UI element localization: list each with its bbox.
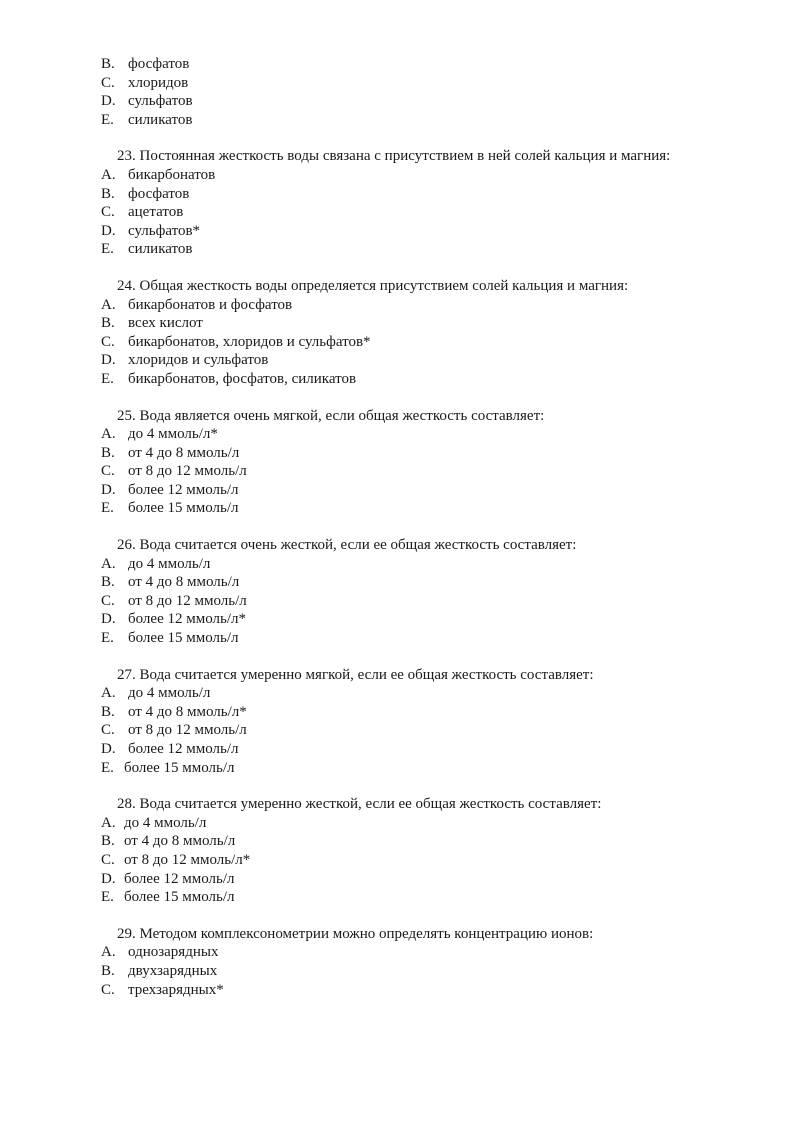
option-letter: C. xyxy=(101,74,115,91)
option-letter: A. xyxy=(101,685,116,702)
option-text: бикарбонатов, хлоридов и сульфатов* xyxy=(128,333,371,350)
question-text: 26. Вода считается очень жесткой, если ее общая жесткость составляет: xyxy=(117,537,577,554)
option-letter: A. xyxy=(101,426,116,443)
question-text: 25. Вода является очень мягкой, если общая жесткость составляет: xyxy=(117,407,545,424)
option-letter: C. xyxy=(101,463,115,480)
option-text: от 8 до 12 ммоль/л* xyxy=(124,851,251,868)
option-e xyxy=(0,111,800,130)
question-block-continued xyxy=(0,55,800,129)
question-block-25 xyxy=(0,407,800,519)
option-text: более 12 ммоль/л xyxy=(128,741,239,757)
option-text: до 4 ммоль/л xyxy=(124,814,207,831)
option-letter: C. xyxy=(101,333,115,350)
question-text: 28. Вода считается умеренно жесткой, если ее общая жесткость составляет: xyxy=(117,796,602,813)
document-page xyxy=(0,55,800,999)
option-e xyxy=(0,240,800,259)
option-text: до 4 ммоль/л* xyxy=(128,426,218,443)
option-letter: B. xyxy=(101,315,115,332)
option-c xyxy=(0,721,800,740)
option-letter: D. xyxy=(101,741,116,757)
option-letter: E. xyxy=(101,111,114,128)
option-c xyxy=(0,592,800,611)
option-a xyxy=(0,814,800,833)
option-text: сульфатов* xyxy=(128,222,201,239)
option-letter: B. xyxy=(101,574,115,591)
option-text: более 15 ммоль/л xyxy=(128,500,239,517)
option-d xyxy=(0,870,800,889)
option-letter: A. xyxy=(101,944,116,961)
option-letter: E. xyxy=(101,889,114,906)
option-letter: E. xyxy=(101,500,114,517)
option-letter: D. xyxy=(101,93,116,110)
option-c xyxy=(0,333,800,352)
option-text: от 8 до 12 ммоль/л xyxy=(128,592,247,609)
option-b xyxy=(0,55,800,74)
option-letter: D. xyxy=(101,352,116,369)
option-text: от 4 до 8 ммоль/л xyxy=(128,444,240,461)
option-e xyxy=(0,888,800,907)
option-b xyxy=(0,185,800,204)
option-d xyxy=(0,610,800,629)
option-letter: D. xyxy=(101,481,116,498)
option-letter: B. xyxy=(101,833,115,850)
option-text: до 4 ммоль/л xyxy=(128,555,211,572)
option-text: фосфатов xyxy=(128,185,190,202)
option-d xyxy=(0,481,800,500)
option-c xyxy=(0,462,800,481)
option-text: сульфатов xyxy=(128,93,193,110)
option-text: более 12 ммоль/л xyxy=(128,481,239,498)
option-text: хлоридов и сульфатов xyxy=(128,352,269,369)
option-letter: E. xyxy=(101,630,114,647)
option-text: до 4 ммоль/л xyxy=(128,685,211,702)
option-text: бикарбонатов xyxy=(128,166,216,183)
question-block-23 xyxy=(0,147,800,259)
option-text: более 15 ммоль/л xyxy=(124,759,235,776)
question-text: 24. Общая жесткость воды определяется присутствием солей кальция и магния: xyxy=(117,277,629,294)
option-text: трехзарядных* xyxy=(128,981,224,998)
option-d xyxy=(0,92,800,111)
option-c xyxy=(0,74,800,93)
option-text: от 4 до 8 ммоль/л xyxy=(124,833,236,850)
option-letter: C. xyxy=(101,722,115,739)
question-block-28 xyxy=(0,795,800,907)
option-letter: B. xyxy=(101,56,115,72)
option-letter: A. xyxy=(101,555,116,572)
option-letter: C. xyxy=(101,981,115,998)
option-letter: A. xyxy=(101,296,116,313)
option-d xyxy=(0,351,800,370)
question-text: 27. Вода считается умеренно мягкой, если ее общая жесткость составляет: xyxy=(117,666,594,683)
option-text: бикарбонатов и фосфатов xyxy=(128,296,293,313)
option-text: более 15 ммоль/л xyxy=(124,889,235,906)
option-text: более 12 ммоль/л xyxy=(124,870,235,887)
option-letter: E. xyxy=(101,370,114,387)
option-letter: A. xyxy=(101,814,116,831)
option-letter: D. xyxy=(101,611,116,628)
option-e xyxy=(0,499,800,518)
question-block-29 xyxy=(0,925,800,999)
option-letter: D. xyxy=(101,870,116,887)
option-a xyxy=(0,555,800,574)
option-letter: B. xyxy=(101,962,115,979)
option-text: всех кислот xyxy=(128,315,203,332)
option-c xyxy=(0,203,800,222)
option-text: ацетатов xyxy=(128,204,184,221)
option-d xyxy=(0,222,800,241)
option-letter: C. xyxy=(101,851,115,868)
option-text: бикарбонатов, фосфатов, силикатов xyxy=(128,370,357,387)
option-a xyxy=(0,296,800,315)
option-text: хлоридов xyxy=(128,74,189,91)
option-text: от 4 до 8 ммоль/л* xyxy=(128,703,247,720)
option-text: силикатов xyxy=(128,111,193,128)
option-text: силикатов xyxy=(128,241,193,258)
option-c xyxy=(0,981,800,1000)
option-text: более 12 ммоль/л* xyxy=(128,611,247,628)
option-a xyxy=(0,943,800,962)
option-b xyxy=(0,314,800,333)
question-text: 23. Постоянная жесткость воды связана с присутствием в ней солей кальция и магния: xyxy=(117,148,671,165)
option-text: от 4 до 8 ммоль/л xyxy=(128,574,240,591)
option-letter: A. xyxy=(101,166,116,183)
option-letter: B. xyxy=(101,703,115,720)
option-letter: B. xyxy=(101,185,115,202)
option-text: двухзарядных xyxy=(128,962,218,979)
option-letter: C. xyxy=(101,592,115,609)
option-letter: D. xyxy=(101,222,116,239)
option-letter: E. xyxy=(101,759,114,776)
option-text: однозарядных xyxy=(128,944,219,961)
option-a xyxy=(0,166,800,185)
option-letter: C. xyxy=(101,204,115,221)
option-b xyxy=(0,703,800,722)
option-b xyxy=(0,573,800,592)
option-e xyxy=(0,370,800,389)
option-text: более 15 ммоль/л xyxy=(128,630,239,647)
question-block-27 xyxy=(0,666,800,778)
option-a xyxy=(0,684,800,703)
option-b xyxy=(0,832,800,851)
option-b xyxy=(0,962,800,981)
option-text: от 8 до 12 ммоль/л xyxy=(128,722,247,739)
option-b xyxy=(0,444,800,463)
question-block-26 xyxy=(0,536,800,648)
option-e xyxy=(0,759,800,778)
option-d xyxy=(0,740,800,759)
option-text: фосфатов xyxy=(128,56,190,72)
question-text: 29. Методом комплексонометрии можно определять концентрацию ионов: xyxy=(117,925,594,942)
option-letter: B. xyxy=(101,444,115,461)
option-c xyxy=(0,851,800,870)
option-e xyxy=(0,629,800,648)
option-letter: E. xyxy=(101,241,114,258)
question-block-24 xyxy=(0,277,800,389)
option-text: от 8 до 12 ммоль/л xyxy=(128,463,247,480)
option-a xyxy=(0,425,800,444)
